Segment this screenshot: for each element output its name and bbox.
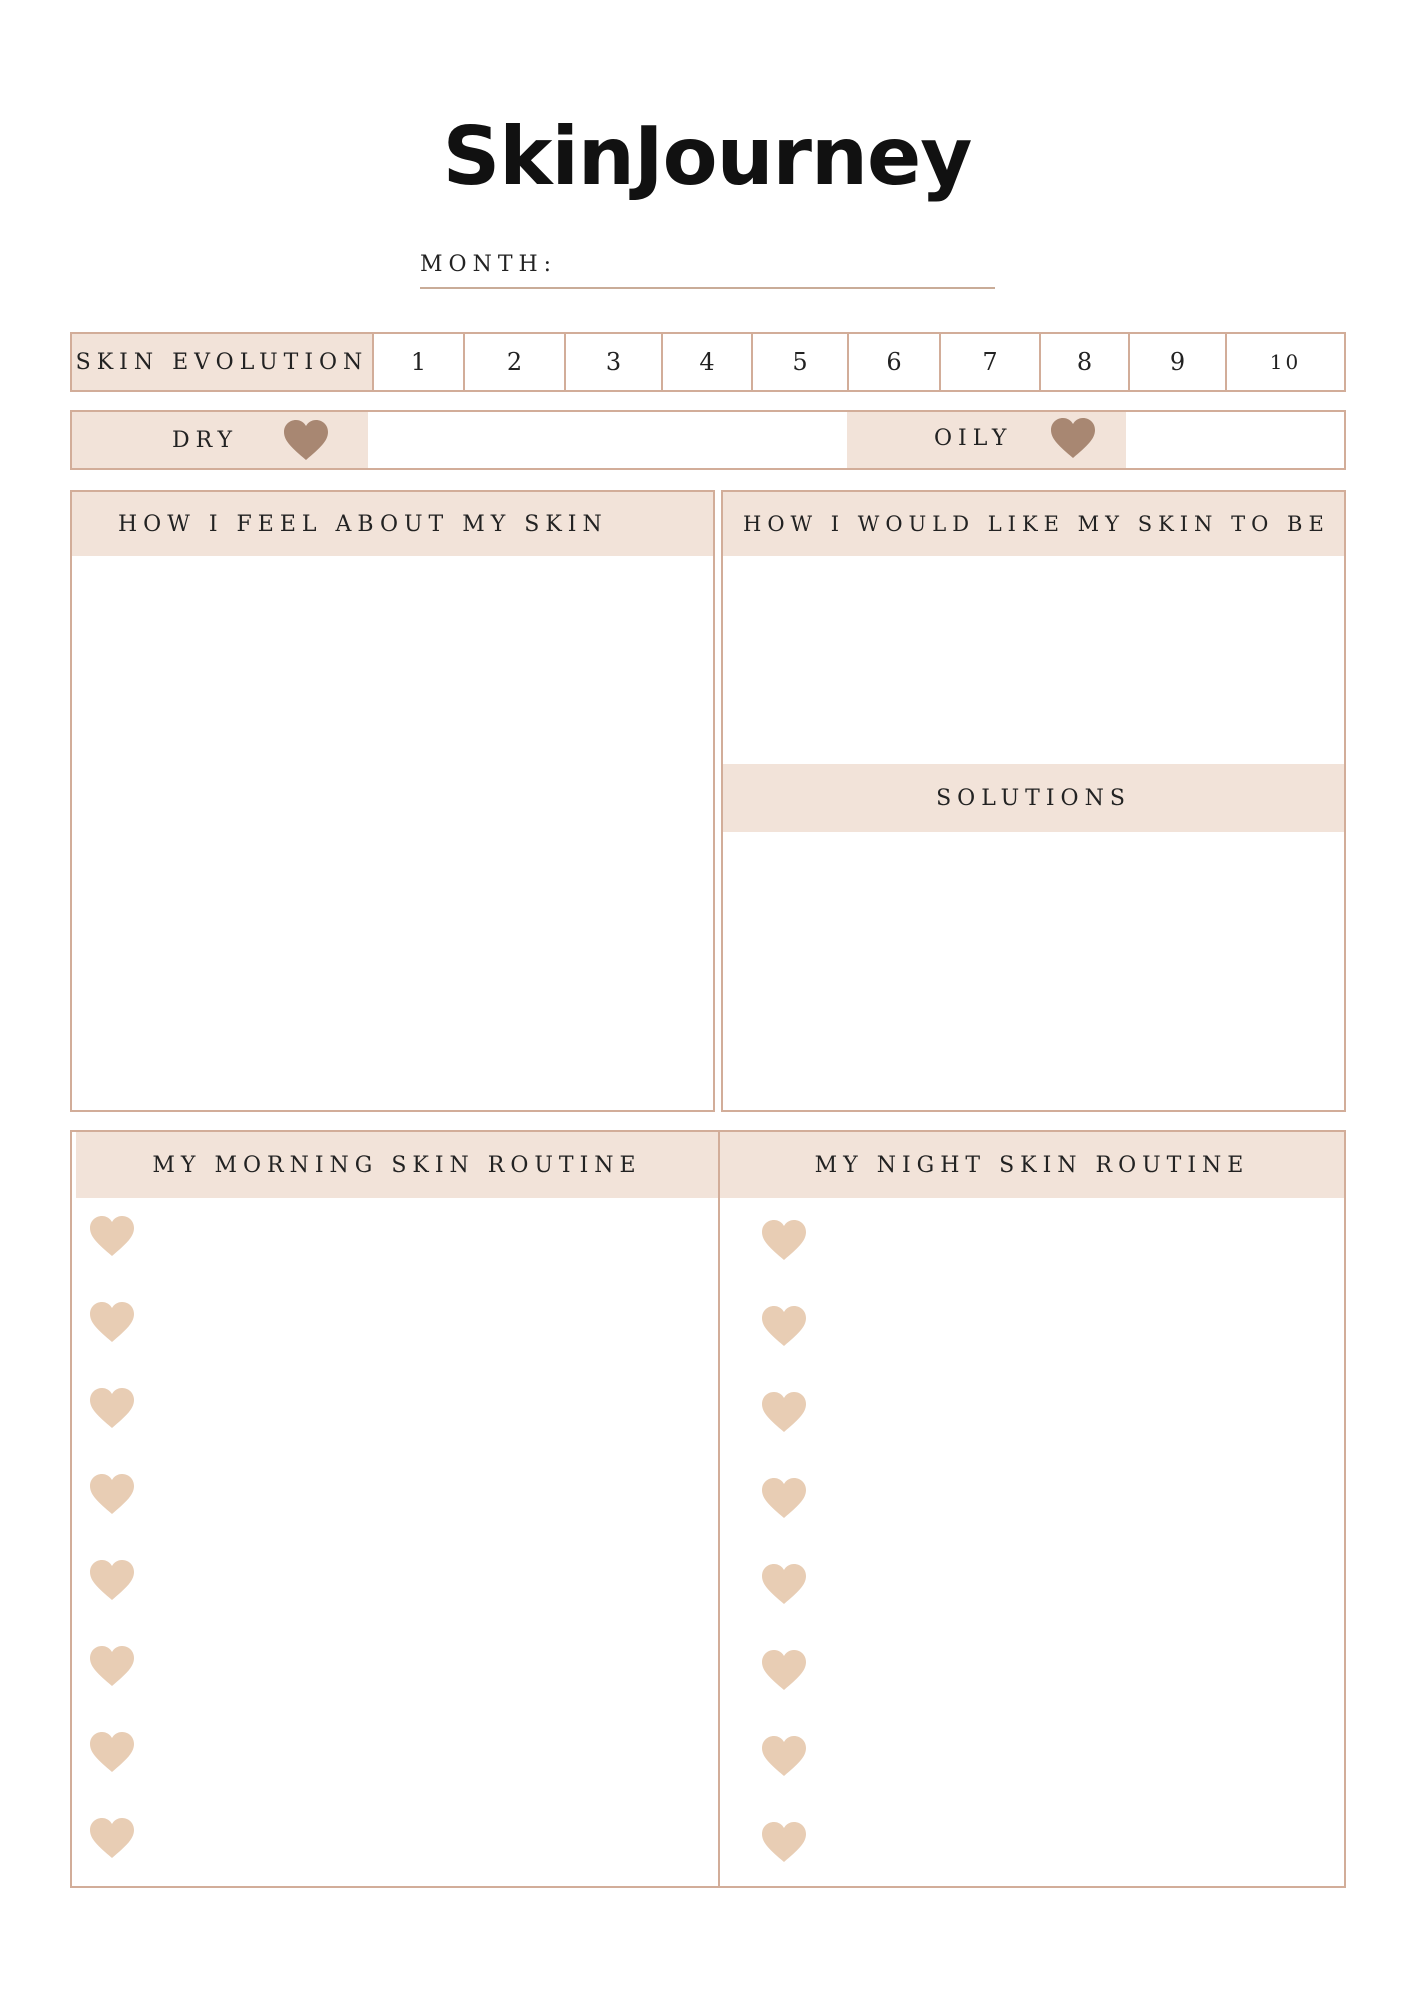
morning-routine-step-field[interactable] — [148, 1462, 698, 1526]
night-bullet-heart-icon — [760, 1562, 808, 1606]
night-routine-step-field[interactable] — [820, 1208, 1324, 1272]
skin-type-row — [70, 410, 1346, 470]
night-bullet-heart-icon — [760, 1734, 808, 1778]
solutions-notes-area[interactable] — [723, 832, 1344, 1110]
morning-bullet-heart-icon — [88, 1214, 136, 1258]
scale-cell-10[interactable]: 10 — [1225, 334, 1344, 390]
would-like-header: HOW I WOULD LIKE MY SKIN TO BE — [723, 492, 1344, 556]
night-bullet-heart-icon — [760, 1648, 808, 1692]
morning-bullet-heart-icon — [88, 1730, 136, 1774]
night-routine-step-field[interactable] — [820, 1552, 1324, 1616]
morning-bullet-heart-icon — [88, 1472, 136, 1516]
night-routine-step-field[interactable] — [820, 1466, 1324, 1530]
morning-bullet-heart-icon — [88, 1300, 136, 1344]
solutions-header: SOLUTIONS — [723, 764, 1344, 832]
night-routine-box — [718, 1130, 1346, 1888]
night-bullet-heart-icon — [760, 1476, 808, 1520]
morning-bullet-heart-icon — [88, 1386, 136, 1430]
night-bullet-heart-icon — [760, 1390, 808, 1434]
morning-header: MY MORNING SKIN ROUTINE — [76, 1132, 718, 1198]
night-routine-step-field[interactable] — [820, 1638, 1324, 1702]
morning-routine-step-field[interactable] — [148, 1634, 698, 1698]
morning-routine-step-field[interactable] — [148, 1290, 698, 1354]
night-header: MY NIGHT SKIN ROUTINE — [720, 1132, 1344, 1198]
morning-bullet-heart-icon — [88, 1816, 136, 1860]
scale-cell-2[interactable]: 2 — [463, 334, 564, 390]
scale-cell-4[interactable]: 4 — [661, 334, 751, 390]
dry-input[interactable] — [368, 412, 847, 468]
oily-input[interactable] — [1126, 412, 1344, 468]
morning-routine-step-field[interactable] — [148, 1204, 698, 1268]
month-input-line[interactable] — [420, 287, 995, 289]
scale-cell-7[interactable]: 7 — [939, 334, 1039, 390]
oily-heart-icon — [1049, 416, 1097, 460]
morning-routine-box — [70, 1130, 720, 1888]
scale-cell-5[interactable]: 5 — [751, 334, 847, 390]
night-routine-step-field[interactable] — [820, 1380, 1324, 1444]
scale-cell-8[interactable]: 8 — [1039, 334, 1128, 390]
scale-cell-9[interactable]: 9 — [1128, 334, 1225, 390]
dry-heart-icon — [282, 418, 330, 462]
skin-evolution-row — [70, 332, 1346, 392]
oily-label: OILY — [934, 426, 1013, 451]
morning-bullet-heart-icon — [88, 1558, 136, 1602]
would-like-notes-area[interactable] — [723, 556, 1344, 764]
month-label: MONTH: — [420, 252, 558, 277]
morning-routine-step-field[interactable] — [148, 1720, 698, 1784]
night-routine-step-field[interactable] — [820, 1810, 1324, 1874]
page-title: SkinJourney — [442, 110, 972, 203]
morning-routine-step-field[interactable] — [148, 1376, 698, 1440]
night-bullet-heart-icon — [760, 1820, 808, 1864]
would-like-box — [721, 490, 1346, 1112]
feel-header: HOW I FEEL ABOUT MY SKIN — [72, 492, 713, 556]
night-list — [720, 1198, 1344, 1886]
skin-evolution-label: SKIN EVOLUTION — [72, 334, 372, 390]
morning-list — [72, 1198, 718, 1886]
night-bullet-heart-icon — [760, 1304, 808, 1348]
feel-box — [70, 490, 715, 1112]
scale-cell-1[interactable]: 1 — [372, 334, 463, 390]
oily-block — [847, 412, 1126, 468]
morning-bullet-heart-icon — [88, 1644, 136, 1688]
scale-cell-6[interactable]: 6 — [847, 334, 939, 390]
morning-routine-step-field[interactable] — [148, 1806, 698, 1870]
night-routine-step-field[interactable] — [820, 1724, 1324, 1788]
night-bullet-heart-icon — [760, 1218, 808, 1262]
feel-notes-area[interactable] — [72, 556, 713, 1110]
scale-cell-3[interactable]: 3 — [564, 334, 661, 390]
dry-block — [72, 412, 368, 468]
morning-routine-step-field[interactable] — [148, 1548, 698, 1612]
night-routine-step-field[interactable] — [820, 1294, 1324, 1358]
dry-label: DRY — [172, 428, 239, 453]
